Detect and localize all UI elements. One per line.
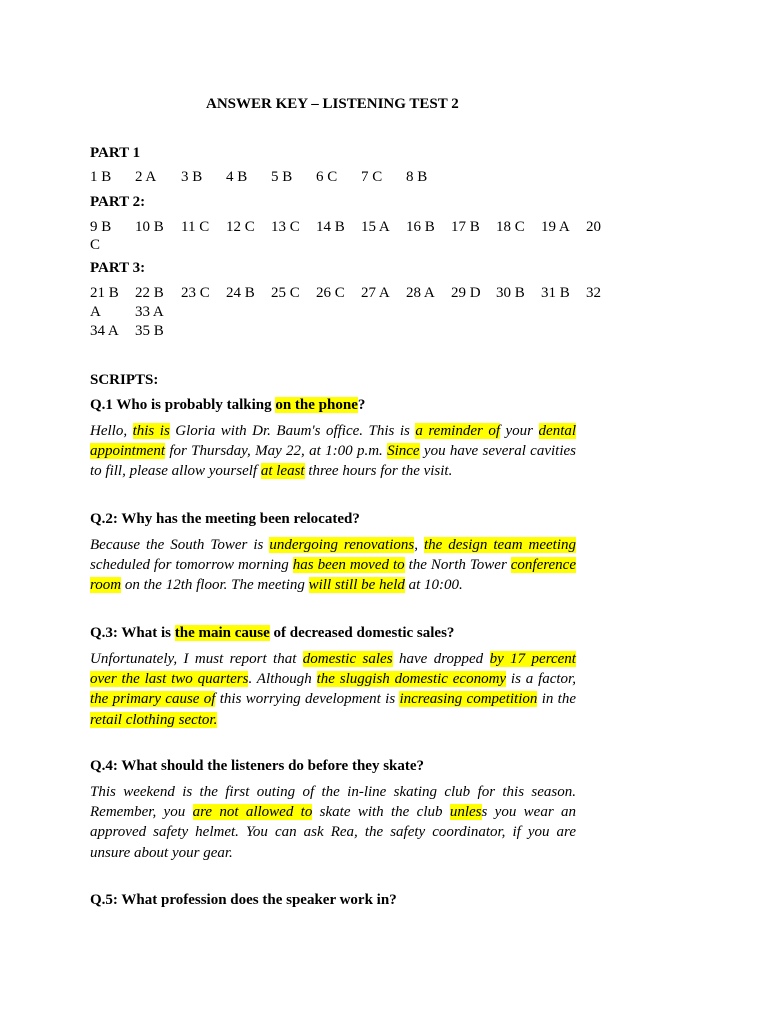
answer-item: 28 A: [406, 285, 435, 301]
answer-item: 3 B: [181, 169, 203, 185]
highlighted-phrase: increasing competition: [399, 691, 538, 708]
text-run: skate with the club: [312, 804, 450, 821]
question-heading: [90, 892, 397, 909]
text-run: s you wear an approved safety helmet. You can ask Rea, the safety coordinator, if you are unsure about your gear.: [90, 804, 576, 861]
answer-item: 4 B: [226, 169, 248, 185]
question-heading: [90, 625, 454, 642]
script-paragraph: [90, 421, 576, 482]
highlighted-phrase: conference room: [90, 557, 576, 594]
answer-item: 11 C: [181, 219, 210, 235]
highlighted-phrase: this is: [132, 423, 170, 439]
text-run: scheduled for tomorrow morning: [90, 557, 293, 574]
answer-item: 29 D: [451, 285, 481, 301]
text-run: Q.3: What is: [90, 625, 175, 641]
text-run: Q.1 Who is probably talking: [90, 397, 276, 413]
text-run: Hello,: [90, 423, 133, 439]
text-run: three hours for the visit.: [304, 463, 453, 480]
highlighted-phrase: on the phone: [275, 397, 358, 413]
answer-item: 22 B: [135, 285, 164, 301]
text-run: in the: [537, 691, 576, 708]
text-run: Q.5: What profession does the speaker work in?: [90, 892, 397, 908]
highlighted-phrase: are not allowed to: [192, 804, 313, 821]
answer-item: 6 C: [316, 169, 338, 185]
answer-item: 14 B: [316, 219, 345, 235]
highlighted-phrase: by 17 percent over the last two quarters: [90, 651, 576, 688]
highlighted-phrase: will still be held: [308, 577, 405, 594]
answer-item: 34 A: [90, 323, 119, 339]
text-run: Q.2: Why has the meeting been relocated?: [90, 511, 360, 527]
highlighted-phrase: Since: [387, 443, 420, 460]
answer-item: 21 B: [90, 285, 119, 301]
text-run: at 10:00.: [404, 577, 463, 594]
highlighted-phrase: the main cause: [174, 625, 270, 641]
highlighted-phrase: the sluggish domestic economy: [316, 671, 507, 688]
text-run: Unfortunately, I must report that: [90, 651, 303, 667]
answer-item: 19 A: [541, 219, 570, 235]
script-paragraph: [90, 782, 576, 863]
text-run: Gloria with Dr. Baum's office. This is: [169, 423, 416, 439]
text-run: this worrying development is: [215, 691, 400, 708]
highlighted-phrase: a reminder of: [415, 423, 501, 439]
text-run: ,: [414, 537, 424, 553]
text-run: your: [500, 423, 539, 439]
answer-item: 1 B: [90, 169, 112, 185]
highlighted-phrase: domestic sales: [302, 651, 393, 667]
answer-item: 16 B: [406, 219, 435, 235]
text-run: you have several cavities to fill, please allow yourself: [90, 443, 576, 480]
answer-item: 24 B: [226, 285, 255, 301]
text-run: Because the South Tower is: [90, 537, 270, 553]
highlighted-phrase: unles: [449, 804, 482, 821]
answer-item: 15 A: [361, 219, 390, 235]
answer-item: 9 B: [90, 219, 112, 235]
answer-item: C: [90, 237, 101, 253]
scripts-heading: SCRIPTS:: [90, 372, 159, 388]
text-run: of decreased domestic sales?: [269, 625, 455, 641]
highlighted-phrase: dental appointment: [90, 423, 577, 460]
answer-item: 30 B: [496, 285, 525, 301]
answer-item: 20: [586, 219, 601, 235]
script-paragraph: [90, 535, 576, 596]
answer-item: A: [90, 304, 101, 320]
highlighted-phrase: the primary cause of: [90, 691, 216, 708]
answer-item: 13 C: [271, 219, 300, 235]
part-3-label: PART 3:: [90, 260, 146, 276]
answer-item: 31 B: [541, 285, 570, 301]
answer-item: 8 B: [406, 169, 428, 185]
text-run: is a factor,: [506, 671, 576, 688]
answer-item: 25 C: [271, 285, 300, 301]
highlighted-phrase: undergoing renovations: [269, 537, 415, 553]
page-title: ANSWER KEY – LISTENING TEST 2: [206, 96, 459, 112]
part-2-label: PART 2:: [90, 194, 146, 210]
highlighted-phrase: at least: [260, 463, 305, 480]
text-run: for Thursday, May 22, at 1:00 p.m.: [165, 443, 388, 460]
highlighted-phrase: the design team meeting: [423, 537, 577, 553]
answer-item: 7 C: [361, 169, 383, 185]
text-run: have dropped: [392, 651, 490, 667]
highlighted-phrase: retail clothing sector.: [90, 711, 218, 728]
question-heading: [90, 397, 365, 414]
text-run: ?: [357, 397, 366, 413]
answer-item: 18 C: [496, 219, 525, 235]
question-heading: [90, 511, 360, 528]
question-heading: [90, 758, 424, 775]
answer-item: 32: [586, 285, 601, 301]
answer-item: 26 C: [316, 285, 345, 301]
text-run: . Although: [248, 671, 317, 688]
highlighted-phrase: has been moved to: [292, 557, 405, 574]
script-paragraph: [90, 649, 576, 730]
text-run: Q.4: What should the listeners do before they skate?: [90, 758, 425, 774]
part-1-label: PART 1: [90, 145, 141, 161]
answer-item: 2 A: [135, 169, 157, 185]
answer-item: 5 B: [271, 169, 293, 185]
answer-item: 35 B: [135, 323, 164, 339]
text-run: on the 12th floor. The meeting: [121, 577, 309, 594]
answer-item: 27 A: [361, 285, 390, 301]
answer-item: 10 B: [135, 219, 164, 235]
text-run: This weekend is the first outing of the in-line skating club for this season. Remember, you: [90, 784, 576, 821]
text-run: the North Tower: [404, 557, 511, 574]
answer-item: 23 C: [181, 285, 210, 301]
answer-item: 12 C: [226, 219, 255, 235]
answer-item: 17 B: [451, 219, 480, 235]
answer-item: 33 A: [135, 304, 164, 320]
